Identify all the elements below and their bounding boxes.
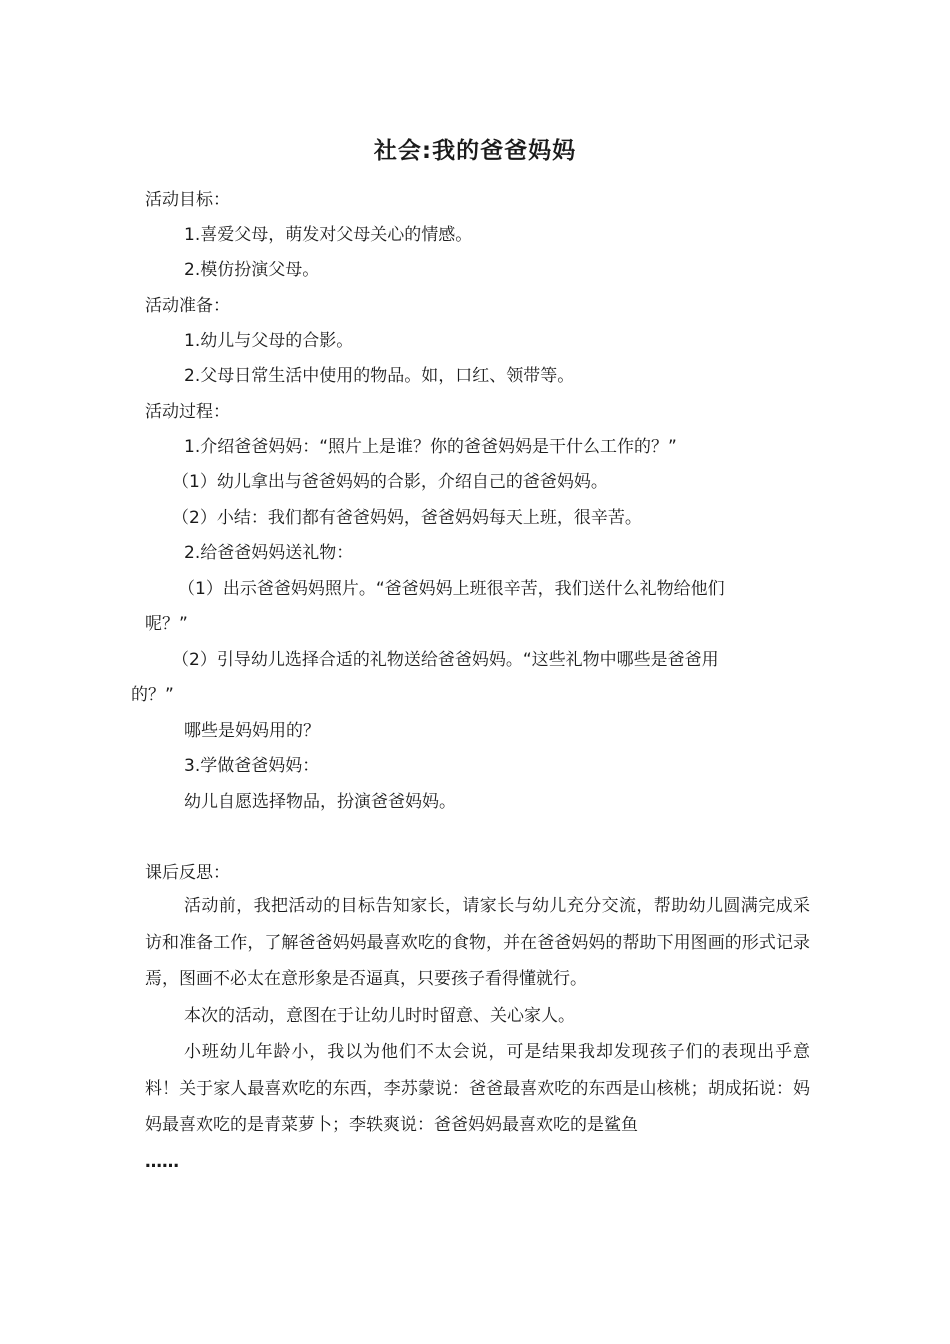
reflection-paragraph-1: 活动前，我把活动的目标告知家长，请家长与幼儿充分交流，帮助幼儿圆满完成采访和准备工作，了解爸爸妈妈最喜欢吃的食物，并在爸爸妈妈的帮助下用图画的形式记录焉，图画不必太在意形象是否逼真，只要孩子看得懂就行。 xyxy=(145,896,810,989)
reflection-ellipsis: …… xyxy=(145,1152,179,1172)
reflection-heading: 课后反思： xyxy=(145,863,230,883)
preparation-item-1: 1.幼儿与父母的合影。 xyxy=(184,331,354,351)
process-step-1: 1.介绍爸爸妈妈：“照片上是谁？你的爸爸妈妈是干什么工作的？” xyxy=(184,437,677,457)
process-step-3: 3.学做爸爸妈妈： xyxy=(184,756,320,776)
process-step-3-a: 幼儿自愿选择物品，扮演爸爸妈妈。 xyxy=(184,792,456,812)
goal-item-1: 1.喜爱父母，萌发对父母关心的情感。 xyxy=(184,225,473,245)
preparation-item-2: 2.父母日常生活中使用的物品。如，口红、领带等。 xyxy=(184,366,575,386)
process-step-1-b: （2）小结：我们都有爸爸妈妈，爸爸妈妈每天上班，很辛苦。 xyxy=(172,508,642,528)
process-step-2-b-line2: 的？” xyxy=(131,685,174,705)
process-step-2: 2.给爸爸妈妈送礼物： xyxy=(184,543,354,563)
process-heading: 活动过程： xyxy=(145,402,230,422)
preparation-heading: 活动准备： xyxy=(145,296,230,316)
page-title: 社会:我的爸爸妈妈 xyxy=(373,138,577,164)
reflection-paragraph-3: 小班幼儿年龄小，我以为他们不太会说，可是结果我却发现孩子们的表现出乎意料！关于家人最喜欢吃的东西，李苏蒙说：爸爸最喜欢吃的东西是山核桃；胡成拓说：妈妈最喜欢吃的是青菜萝卜；李轶爽说：爸爸妈妈最喜欢吃的是鲨鱼 xyxy=(145,1042,810,1135)
process-step-2-c: 哪些是妈妈用的？ xyxy=(184,721,320,741)
process-step-2-a-line2: 呢？” xyxy=(145,614,188,634)
process-step-2-b-line1: （2）引导幼儿选择合适的礼物送给爸爸妈妈。“这些礼物中哪些是爸爸用 xyxy=(172,650,719,670)
process-step-2-a-line1: （1）出示爸爸妈妈照片。“爸爸妈妈上班很辛苦，我们送什么礼物给他们 xyxy=(178,579,725,599)
reflection-paragraph-2: 本次的活动，意图在于让幼儿时时留意、关心家人。 xyxy=(184,1006,575,1026)
goals-heading: 活动目标： xyxy=(145,190,230,210)
process-step-1-a: （1）幼儿拿出与爸爸妈妈的合影，介绍自己的爸爸妈妈。 xyxy=(172,472,608,492)
goal-item-2: 2.模仿扮演父母。 xyxy=(184,260,320,280)
